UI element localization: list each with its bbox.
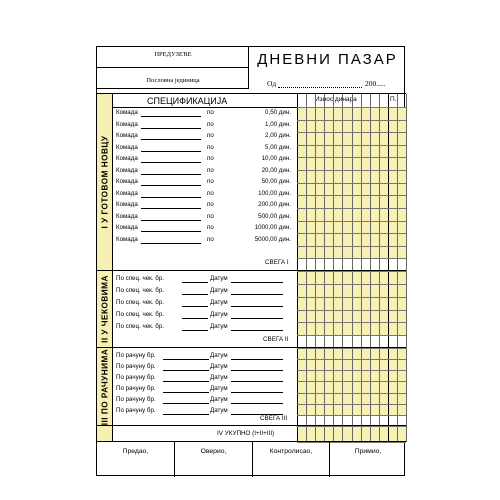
row-by: по	[207, 155, 214, 162]
grid-column-line	[297, 426, 298, 442]
cheque-date-field[interactable]	[231, 294, 283, 295]
grid-row-line	[297, 322, 406, 323]
invoice-date-label: Датум	[210, 407, 228, 414]
quantity-field[interactable]	[141, 151, 201, 152]
form-title: ДНЕВНИ ПАЗАР	[257, 51, 398, 68]
invoice-date-label: Датум	[210, 352, 228, 359]
invoice-date-field[interactable]	[231, 381, 283, 382]
quantity-field[interactable]	[141, 243, 201, 244]
denomination-value: 10,00 дин.	[261, 155, 291, 162]
organization-label: ПРЕДУЗЕЋЕ	[154, 51, 192, 58]
grid-row-line	[297, 271, 406, 272]
amount-header: Износ динара	[315, 96, 357, 103]
cheque-date-label: Датум	[210, 275, 228, 282]
row-by: по	[207, 212, 214, 220]
denomination-value: 5,00 дин.	[265, 143, 291, 151]
invoice-number-field[interactable]	[163, 359, 209, 360]
invoice-number-field[interactable]	[163, 392, 209, 393]
cheque-row-label: По спец. чек. бр.	[116, 275, 164, 282]
row-by: по	[207, 224, 214, 231]
row-by: по	[207, 120, 214, 128]
denomination-value: 1000,00 дин.	[254, 224, 291, 231]
grid-column-line	[352, 426, 353, 442]
cheque-number-field[interactable]	[182, 282, 208, 283]
row-by: по	[207, 189, 214, 197]
grid-column-line	[370, 426, 371, 442]
section-cheques	[97, 270, 406, 347]
row-by: по	[207, 235, 214, 243]
row-by: по	[207, 143, 214, 151]
cheque-row-label: По спец. чек. бр.	[116, 323, 164, 330]
signature-controlled[interactable]: Контролисао,	[253, 442, 330, 477]
cheque-date-field[interactable]	[231, 282, 283, 283]
grid-row-line	[297, 415, 406, 416]
date-prefix: Од	[267, 79, 277, 88]
denomination-value: 20,00 дин.	[261, 166, 291, 174]
total-1-label: СВЕГА I	[265, 259, 289, 266]
section-invoices	[97, 347, 406, 425]
grid-column-line	[406, 426, 407, 442]
cheque-date-field[interactable]	[231, 330, 283, 331]
signature-received[interactable]: Примио,	[354, 448, 382, 455]
invoice-row-label: По рачуну бр.	[116, 396, 156, 403]
invoice-date-field[interactable]	[231, 403, 283, 404]
invoice-date-label: Датум	[210, 385, 228, 392]
amount-grid-3[interactable]	[297, 348, 406, 425]
grid-row-line	[297, 370, 406, 371]
row-by: по	[207, 132, 214, 139]
date-field-line[interactable]	[278, 87, 362, 88]
row-label: Комада	[116, 224, 138, 231]
spec-title: СПЕЦИФИКАЦИЈА	[147, 96, 228, 106]
invoice-row-label: По рачуну бр.	[116, 385, 156, 392]
grid-row-line	[297, 195, 406, 196]
invoice-row-label: По рачуну бр.	[116, 374, 156, 381]
section-cheques-bar	[97, 271, 113, 347]
grid-column-line	[315, 426, 316, 442]
cheque-number-field[interactable]	[182, 330, 208, 331]
grid-column-line	[397, 426, 398, 442]
signature-verified[interactable]: Оверио,	[175, 442, 253, 477]
cheque-number-field[interactable]	[182, 318, 208, 319]
invoice-row-label: По рачуну бр.	[116, 363, 156, 370]
cheque-date-label: Датум	[210, 299, 228, 306]
grid-row-line	[297, 208, 406, 209]
grid-row-line	[297, 348, 406, 349]
quantity-field[interactable]	[141, 220, 201, 221]
grid-row-line	[297, 157, 406, 158]
unit-label: Пословна јединица	[146, 77, 200, 84]
grid-row-line	[297, 258, 406, 259]
quantity-field[interactable]	[141, 139, 201, 140]
row-label: Комада	[116, 212, 138, 220]
grid-row-line	[297, 183, 406, 184]
header-company-box	[97, 47, 249, 89]
section-cash-label: I У ГОТОВОМ НОВЦУ	[100, 135, 109, 229]
denomination-value: 5000,00 дин.	[254, 235, 291, 243]
section-invoices-bar	[97, 348, 113, 425]
denomination-value: 200,00 дин.	[258, 201, 291, 208]
grid-row-line	[297, 170, 406, 171]
row-by: по	[207, 201, 214, 208]
denomination-value: 0,50 дин.	[265, 109, 291, 116]
grid-row-line	[297, 404, 406, 405]
row-by: по	[207, 178, 214, 185]
quantity-field[interactable]	[141, 174, 201, 175]
invoice-date-field[interactable]	[231, 370, 283, 371]
grid-row-line	[297, 145, 406, 146]
quantity-field[interactable]	[141, 185, 201, 186]
grid-row-line	[297, 120, 406, 121]
section-cash-bar	[97, 94, 113, 270]
invoice-number-field[interactable]	[163, 414, 209, 415]
row-label: Комада	[116, 178, 138, 185]
grid-row-line	[297, 284, 406, 285]
grid-column-line	[333, 426, 334, 442]
grid-row-line	[297, 132, 406, 133]
amount-grid-total[interactable]	[297, 426, 406, 441]
signature-row	[97, 441, 406, 477]
grid-row-line	[297, 246, 406, 247]
cheque-date-field[interactable]	[231, 318, 283, 319]
grid-column-line	[342, 426, 343, 442]
row-by: по	[207, 109, 214, 116]
denomination-value: 50,00 дин.	[261, 178, 291, 185]
grid-column-line	[388, 426, 389, 442]
quantity-field[interactable]	[141, 231, 201, 232]
grid-row-line	[297, 393, 406, 394]
row-label: Комада	[116, 201, 138, 208]
row-label: Комада	[116, 189, 138, 197]
invoice-date-field[interactable]	[231, 359, 283, 360]
daily-revenue-form	[96, 46, 405, 476]
quantity-field[interactable]	[141, 162, 201, 163]
cheque-date-label: Датум	[210, 311, 228, 318]
quantity-field[interactable]	[141, 116, 201, 117]
company-divider	[97, 67, 249, 68]
grand-total-label: IV УКУПНО (I+II+III)	[217, 430, 275, 437]
denomination-value: 500,00 дин.	[258, 212, 291, 220]
invoice-date-label: Датум	[210, 396, 228, 403]
cheque-number-field[interactable]	[182, 306, 208, 307]
invoice-date-label: Датум	[210, 363, 228, 370]
signature-handed-over[interactable]: Предао,	[97, 442, 175, 477]
grid-column-line	[306, 426, 307, 442]
cheque-number-field[interactable]	[182, 294, 208, 295]
grid-row-line	[297, 107, 406, 108]
invoice-number-field[interactable]	[163, 370, 209, 371]
invoice-row-label: По рачуну бр.	[116, 407, 156, 414]
denomination-value: 1,00 дин.	[265, 120, 291, 128]
quantity-field[interactable]	[141, 128, 201, 129]
grid-column-line	[361, 426, 362, 442]
denomination-value: 100,00 дин.	[258, 189, 291, 197]
row-label: Комада	[116, 143, 138, 151]
spec-title-divider	[113, 107, 297, 108]
para-header: П.	[390, 96, 397, 103]
grid-column-line	[324, 426, 325, 442]
grid-column-line	[406, 271, 407, 348]
grid-row-line	[297, 310, 406, 311]
row-by: по	[207, 166, 214, 174]
invoice-number-field[interactable]	[163, 403, 209, 404]
section-invoices-label: III ПО РАЧУНИМА	[100, 348, 109, 425]
total-2-label: СВЕГА II	[263, 336, 289, 343]
total-3-label: СВЕГА III	[260, 415, 288, 422]
invoice-number-field[interactable]	[163, 381, 209, 382]
invoice-date-label: Датум	[210, 374, 228, 381]
row-label: Комада	[116, 155, 138, 162]
section-cheques-label: II У ЧЕКОВИМА	[100, 275, 109, 343]
row-label: Комада	[116, 166, 138, 174]
denomination-value: 2,00 дин.	[265, 132, 291, 139]
quantity-field[interactable]	[141, 208, 201, 209]
amount-grid-1[interactable]	[297, 94, 406, 270]
section-cash	[97, 93, 406, 270]
row-label: Комада	[116, 235, 138, 243]
grid-column-line	[406, 348, 407, 426]
row-label: Комада	[116, 109, 138, 116]
grid-row-line	[297, 233, 406, 234]
cheque-date-field[interactable]	[231, 306, 283, 307]
section-grand-total-bar	[97, 426, 113, 441]
invoice-row-label: По рачуну бр.	[116, 352, 156, 359]
row-label: Комада	[116, 120, 138, 128]
grid-row-line	[297, 335, 406, 336]
grid-row-line	[297, 221, 406, 222]
cheque-row-label: По спец. чек. бр.	[116, 287, 164, 294]
cheque-date-label: Датум	[210, 323, 228, 330]
row-label: Комада	[116, 132, 138, 139]
grid-row-line	[297, 359, 406, 360]
grid-column-line	[379, 426, 380, 442]
cheque-row-label: По спец. чек. бр.	[116, 311, 164, 318]
invoice-date-field[interactable]	[231, 392, 283, 393]
quantity-field[interactable]	[141, 197, 201, 198]
amount-grid-2[interactable]	[297, 271, 406, 347]
cheque-row-label: По спец. чек. бр.	[116, 299, 164, 306]
grid-row-line	[297, 426, 406, 427]
grid-row-line	[297, 297, 406, 298]
grid-row-line	[297, 381, 406, 382]
cheque-date-label: Датум	[210, 287, 228, 294]
grid-column-line	[406, 94, 407, 271]
section-grand-total	[97, 425, 406, 441]
date-suffix: 200.....	[365, 79, 386, 88]
